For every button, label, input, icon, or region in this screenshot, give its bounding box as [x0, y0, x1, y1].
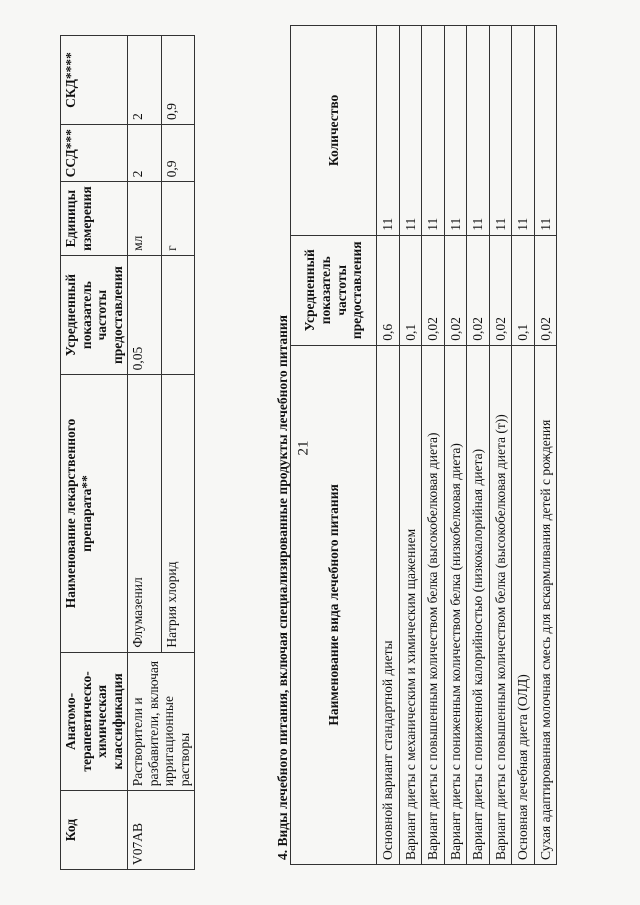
cell-nutrition-quantity: 11 [422, 26, 445, 236]
header-nutrition-quantity: Количество [291, 26, 377, 236]
cell-nutrition-frequency: 0,1 [399, 235, 422, 345]
cell-nutrition-frequency: 0,02 [489, 235, 512, 345]
header-unit: Единицы измерения [61, 182, 128, 256]
cell-nutrition-name: Вариант диеты с пониженным количеством белка (низкобелковая диета) [444, 345, 467, 864]
table-row [512, 26, 535, 865]
cell-nutrition-quantity: 11 [444, 26, 467, 236]
table-row [467, 26, 490, 865]
cell-skd: 2 [128, 36, 162, 125]
cell-nutrition-name: Основной вариант стандартной диеты [377, 345, 400, 864]
cell-ssd: 0,9 [161, 124, 195, 181]
nutrition-table-header [291, 26, 377, 865]
cell-nutrition-quantity: 11 [489, 26, 512, 236]
header-code: Код [61, 791, 128, 870]
table-row [399, 26, 422, 865]
cell-frequency [161, 255, 195, 374]
cell-frequency: 0,05 [128, 255, 162, 374]
cell-nutrition-name: Основная лечебная диета (ОЛД) [512, 345, 535, 864]
cell-nutrition-name: Вариант диеты с механическим и химическим щажением [399, 345, 422, 864]
header-drug-name: Наименование лекарственного препарата** [61, 375, 128, 652]
cell-skd: 0,9 [161, 36, 195, 125]
cell-unit: г [161, 182, 195, 256]
nutrition-table [290, 25, 557, 865]
table-row [422, 26, 445, 865]
table-row [534, 26, 557, 865]
cell-nutrition-quantity: 11 [512, 26, 535, 236]
cell-nutrition-name: Вариант диеты с пониженной калорийностью (низкокалорийная диета) [467, 345, 490, 864]
header-nutrition-frequency: Усредненный показатель частоты предоставления [291, 235, 377, 345]
cell-ssd: 2 [128, 124, 162, 181]
cell-code: V07AB [128, 791, 195, 870]
cell-nutrition-quantity: 11 [467, 26, 490, 236]
cell-nutrition-frequency: 0,02 [467, 235, 490, 345]
cell-nutrition-quantity: 11 [399, 26, 422, 236]
cell-nutrition-name: Вариант диеты с повышенным количеством белка (высокобелковая диета (т)) [489, 345, 512, 864]
cell-nutrition-frequency: 0,1 [512, 235, 535, 345]
header-nutrition-name: Наименование вида лечебного питания [291, 345, 377, 864]
header-frequency: Усредненный показатель частоты предоставления [61, 255, 128, 374]
cell-nutrition-frequency: 0,02 [444, 235, 467, 345]
section-title: 4. Виды лечебного питания, включая специализированные продукты лечебного питания [275, 315, 290, 860]
cell-unit: мл [128, 182, 162, 256]
cell-nutrition-frequency: 0,02 [422, 235, 445, 345]
cell-nutrition-frequency: 0,02 [534, 235, 557, 345]
header-atc: Анатомо-терапевтическо-химическая классификация [61, 652, 128, 791]
cell-atc: Растворители и разбавители, включая ирригационные растворы [128, 652, 195, 791]
page-number: 21 [295, 440, 312, 456]
table-row [444, 26, 467, 865]
table-row [489, 26, 512, 865]
cell-drug-name: Натрия хлорид [161, 375, 195, 652]
cell-nutrition-frequency: 0,6 [377, 235, 400, 345]
table-row [128, 36, 162, 870]
cell-nutrition-name: Сухая адаптированная молочная смесь для вскармливания детей с рождения [534, 345, 557, 864]
cell-nutrition-quantity: 11 [534, 26, 557, 236]
cell-drug-name: Флумазенил [128, 375, 162, 652]
header-ssd: ССД*** [61, 124, 128, 181]
drug-table [60, 35, 195, 870]
drug-table-header [61, 36, 128, 870]
header-skd: СКД**** [61, 36, 128, 125]
cell-nutrition-name: Вариант диеты с повышенным количеством белка (высокобелковая диета) [422, 345, 445, 864]
cell-nutrition-quantity: 11 [377, 26, 400, 236]
table-row [377, 26, 400, 865]
